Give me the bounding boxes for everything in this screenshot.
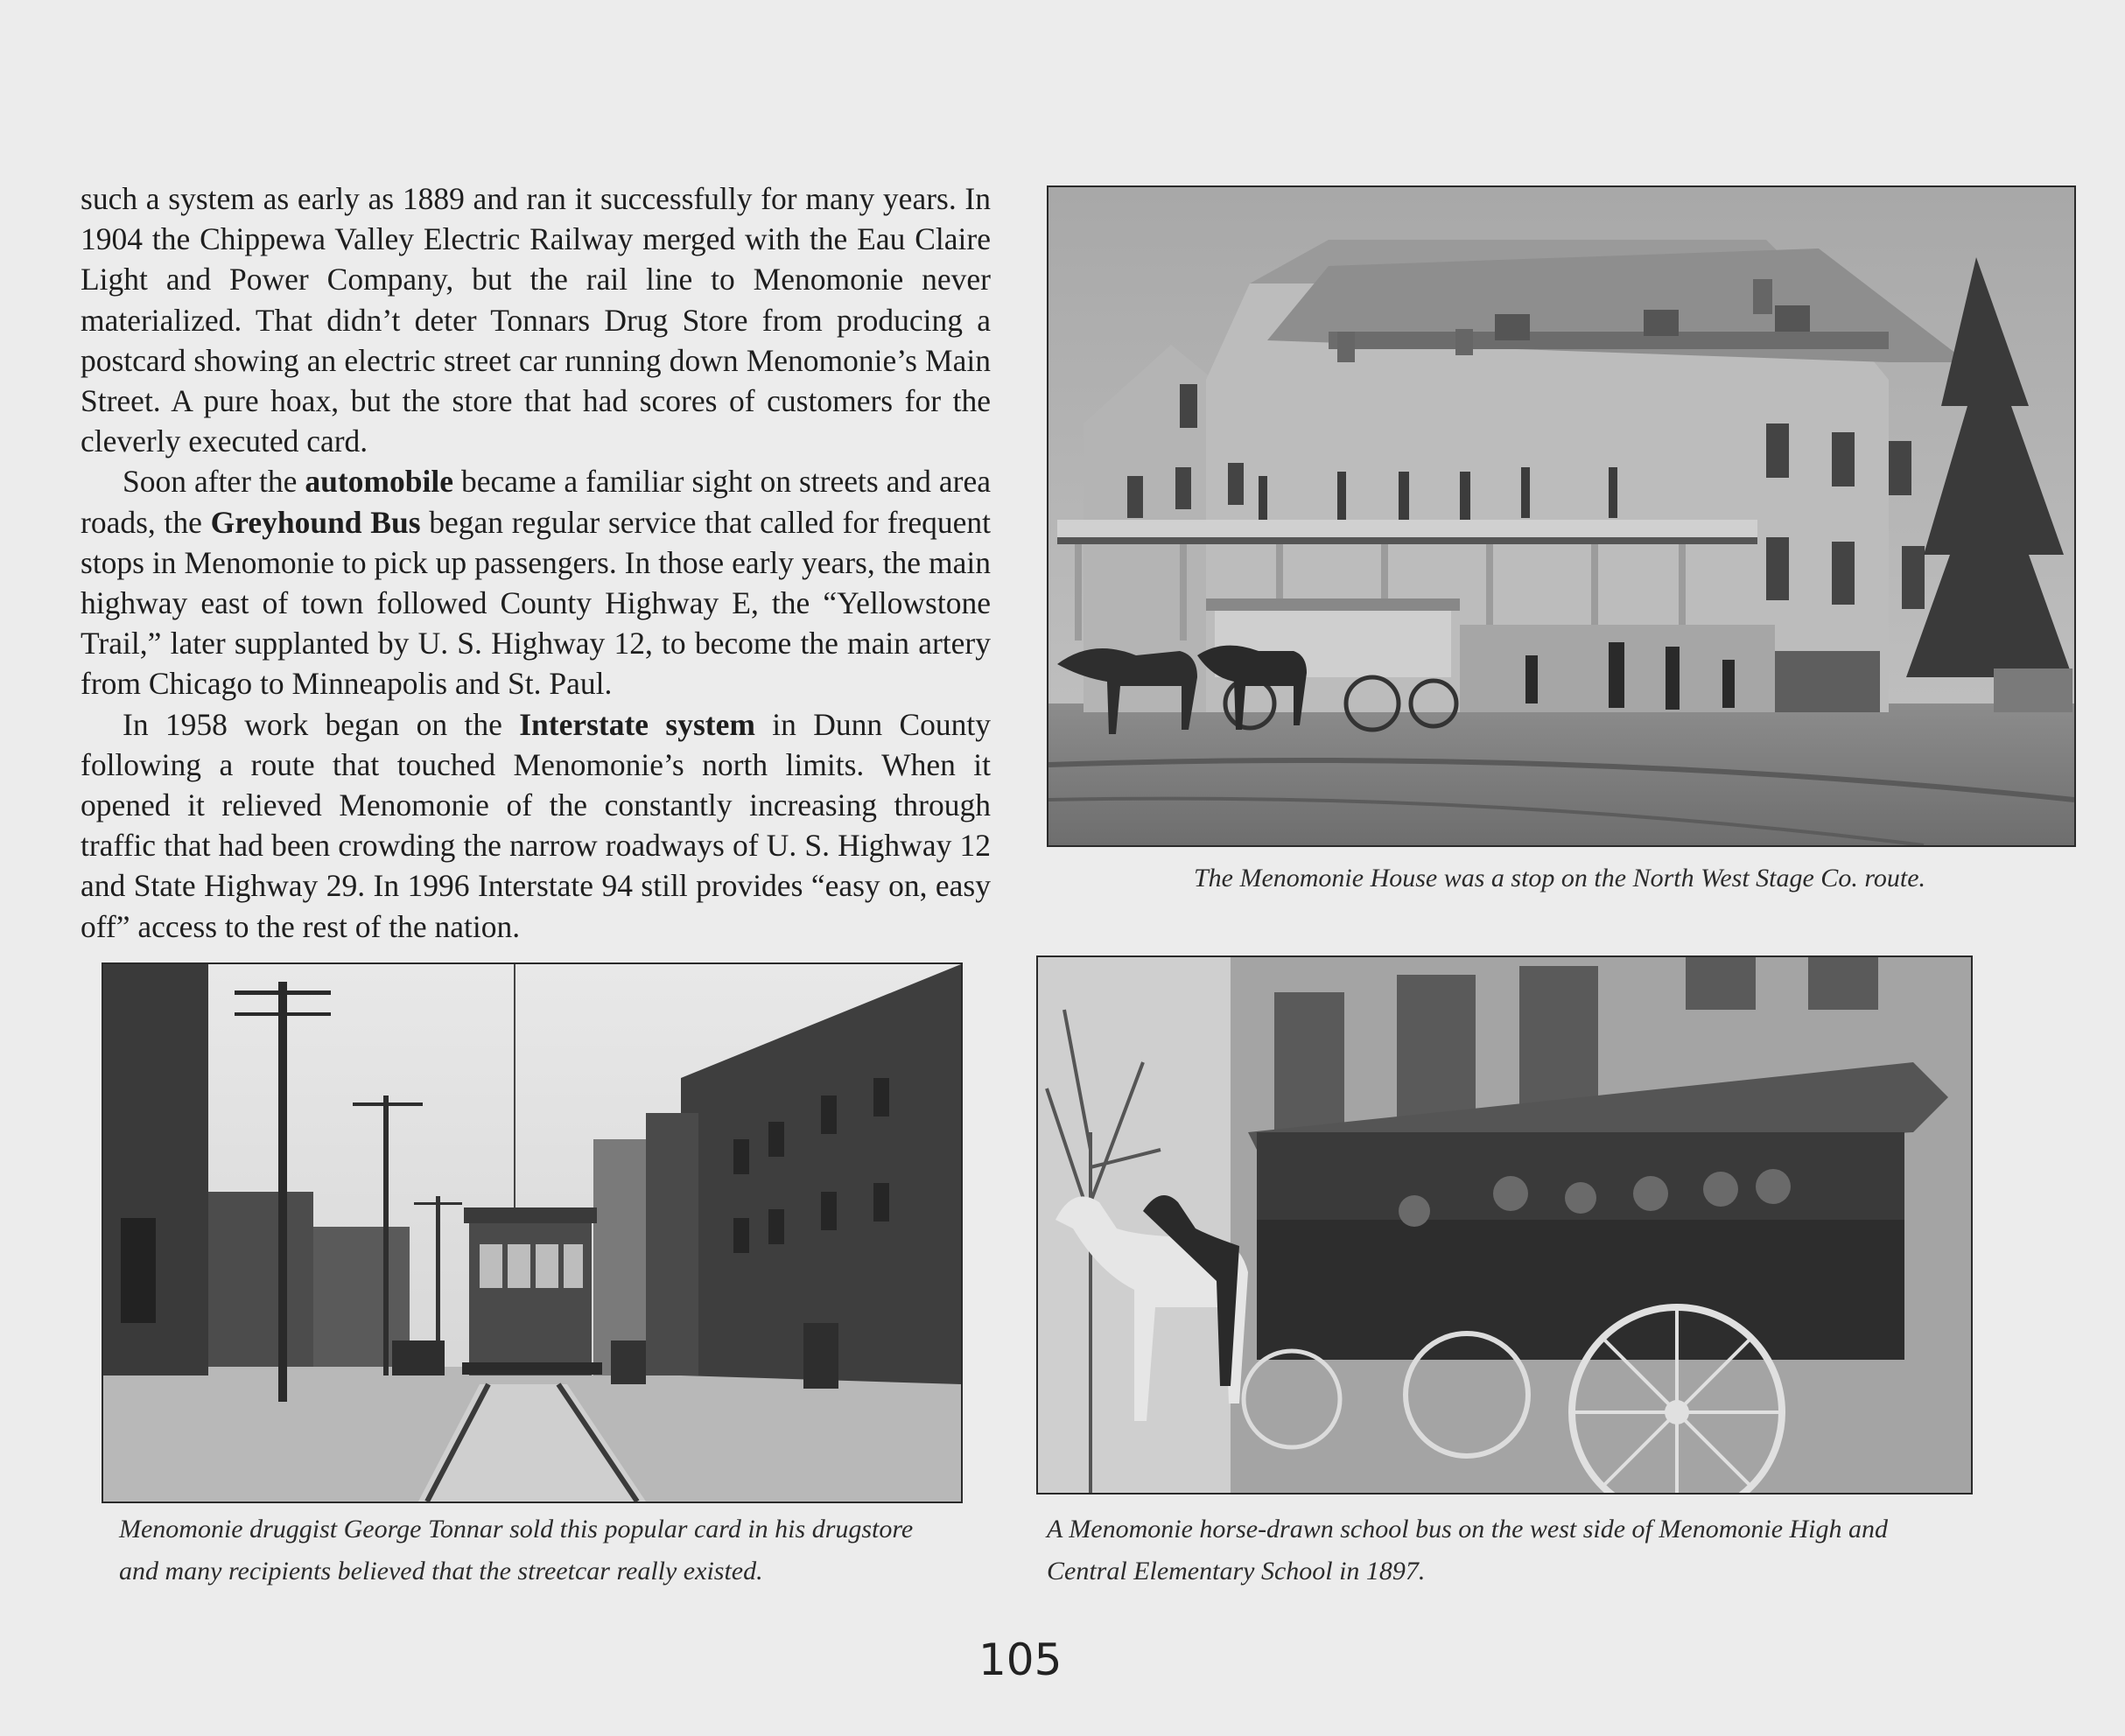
bold-term: automobile <box>305 464 453 500</box>
school-bus-caption: A Menomonie horse-drawn school bus on the west side of Menomonie High and Central Elementary School in 1897. <box>1047 1515 1889 1586</box>
text-run: in Dunn County following a route that touched Menomonie’s north limits. When it opened it relieved Menomonie of the constantly increasing through traffic that had been crowding the narrow roadways of U. S. Highway 12 and State Highway 29. In 1996 Interstate 94 still provides “easy on, easy off” access to the rest of the nation. <box>81 706 991 944</box>
text-run: such a system as early as 1889 and ran it successfully for many years. In 1904 the Chippewa Valley Electric Railway merged with the Eau Claire Light and Power Company, but the rail line to Menomonie never materialized. That didn’t deter Tonnars Drug Store from producing a postcard showing an electric street car running down Menomonie’s Main Street. A pure hoax, but the store that had scores of customers for the cleverly executed card. <box>81 181 991 459</box>
paragraph-3 <box>81 704 991 947</box>
page-number: 105 <box>978 1634 1062 1685</box>
streetcar-postcard-photo <box>102 962 963 1503</box>
streetcar-caption: Menomonie druggist George Tonnar sold this popular card in his drugstore and many recipients believed that the streetcar really existed. <box>119 1515 914 1586</box>
bold-term: Greyhound Bus <box>210 504 421 540</box>
paragraph-2 <box>81 461 991 704</box>
text-run: In 1958 work began on the <box>123 706 520 742</box>
text-run: became a familiar sight on streets and area roads, the <box>81 464 991 540</box>
school-bus-photo <box>1036 956 1973 1494</box>
menomonie-house-caption: The Menomonie House was a stop on the North West Stage Co. route. <box>1193 864 1926 892</box>
paragraph-1 <box>81 178 991 461</box>
text-run: Soon after the <box>123 464 305 500</box>
bold-term: Interstate system <box>519 706 755 742</box>
menomonie-house-photo <box>1047 186 2076 847</box>
text-run: began regular service that called for frequent stops in Menomonie to pick up passengers. In those early years, the main highway east of town followed County Highway E, the “Yellowstone Trail,” later supplanted by U. S. Highway 12, to become the main artery from Chicago to Minneapolis and St. Paul. <box>81 504 992 702</box>
body-text <box>81 178 991 947</box>
